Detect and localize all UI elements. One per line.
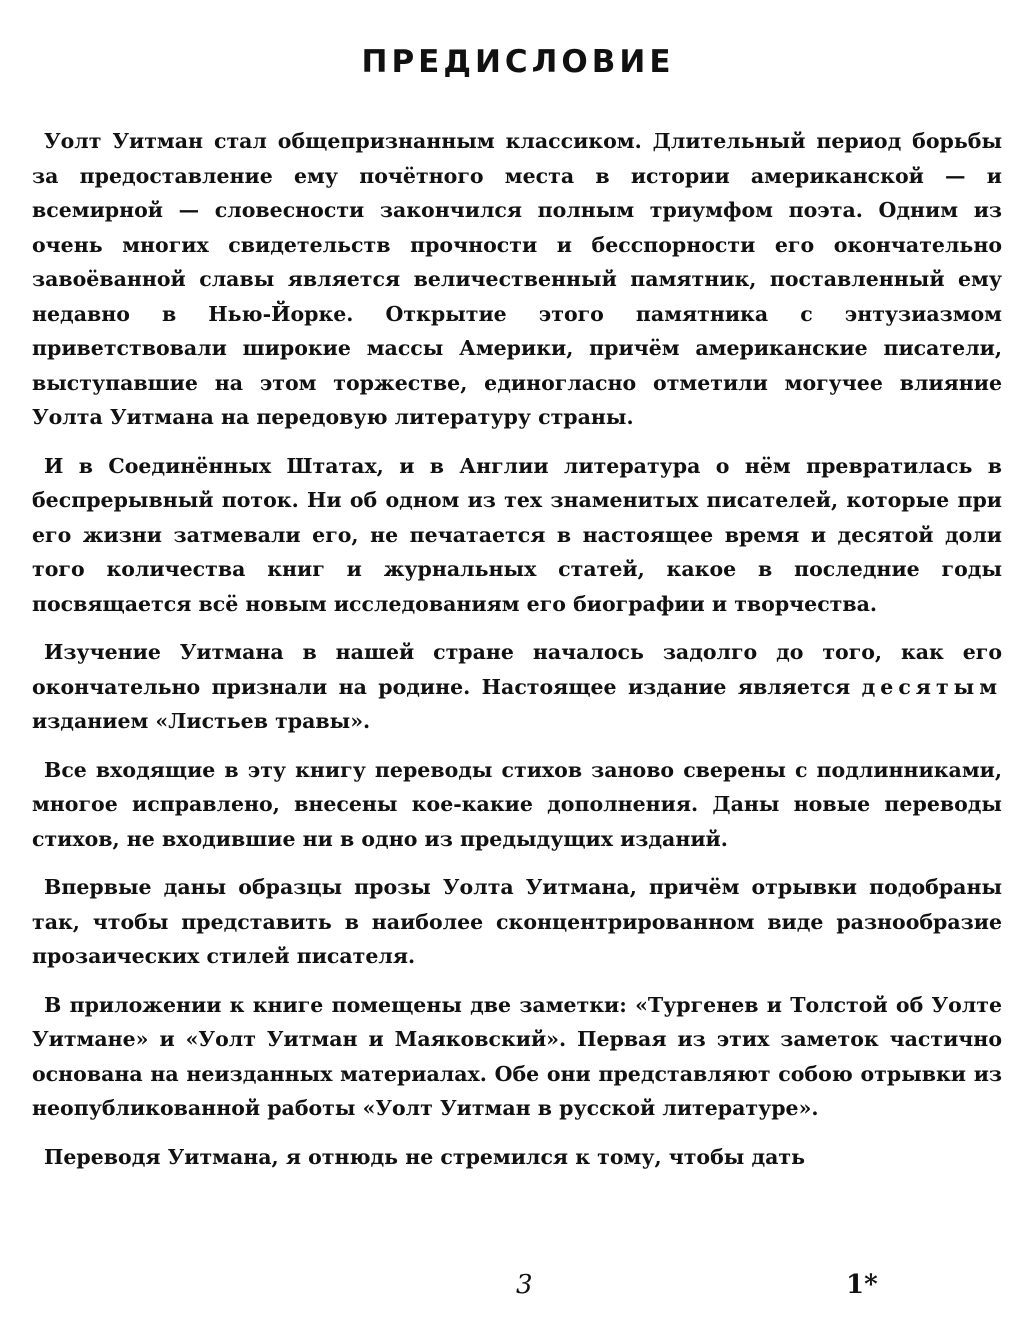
paragraph-2: И в Соединённых Штатах, и в Англии литература о нём превратилась в беспрерывный поток. Ни об одном из тех знаменитых писателей, которые при его жизни затмевали его, не печатается в настоящее время и десятой доли того количества книг и журнальных статей, какое в последние годы посвящается всё новым исследованиям его биографии и творчества. [32, 453, 1002, 616]
preface-text [32, 124, 1002, 1188]
paragraph-7: Переводя Уитмана, я отнюдь не стремился к тому, чтобы дать [44, 1144, 806, 1169]
paragraph-4: Все входящие в эту книгу переводы стихов заново сверены с подлинниками, многое исправлено, внесены кое-какие дополнения. Даны новые переводы стихов, не входившие ни в одно из предыдущих изданий. [32, 757, 1002, 851]
page-title: ПРЕДИСЛОВИЕ [361, 44, 675, 80]
edition-word-spaced: десятым [861, 674, 1003, 699]
page-number: 3 [516, 1270, 533, 1300]
paragraph-6: В приложении к книге помещены две заметки: «Тургенев и Толстой об Уолте Уитмане» и «Уолт Уитман и Маяковский». Первая из этих заметок частично основана на неизданных материалах. Обе они представляют собою отрывки из неопубликованной работы «Уолт Уитман в русской литературе». [32, 992, 1002, 1120]
paragraph-3 [32, 635, 1002, 739]
paragraph-5: Впервые даны образцы прозы Уолта Уитмана, причём отрывки подобраны так, чтобы представить в наиболее сконцентрированном виде разнообразие прозаических стилей писателя. [32, 875, 1002, 968]
paragraph-3-text: Изучение Уитмана в нашей стране началось задолго до того, как его окончательно признали на родине. Настоящее издание является [32, 640, 1002, 699]
signature-mark: 1* [846, 1270, 878, 1300]
edition-tail: изданием «Листьев травы». [32, 709, 371, 733]
paragraph-1: Уолт Уитман стал общепризнанным классиком. Длительный период борьбы за предоставление ему почётного места в истории американской — и всемирной — словесности закончился полным триумфом поэта. Одним из очень многих свидетельств прочности и бесспорности его окончательно завоёванной славы является величественный памятник, поставленный ему недавно в Нью-Йорке. Открытие этого памятника с энтузиазмом приветствовали широкие массы Америки, причём американские писатели, выступавшие на этом торжестве, единогласно отметили могучее влияние Уолта Уитмана на передовую литературу страны. [32, 129, 1002, 429]
